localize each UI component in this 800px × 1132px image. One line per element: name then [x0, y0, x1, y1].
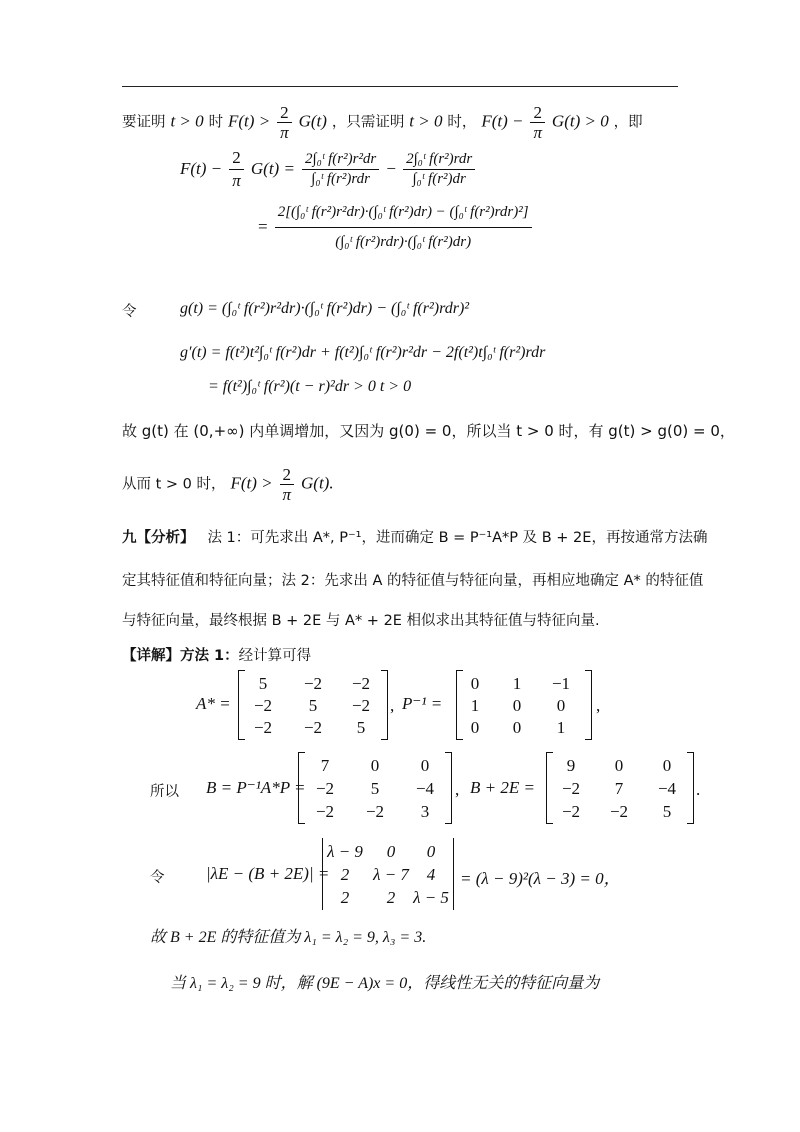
matrix-cell: 4	[426, 865, 436, 884]
matrix-cell: λ − 5	[413, 888, 449, 907]
matrix-cell: 5	[370, 779, 380, 798]
matrix-sep: ,	[390, 696, 395, 715]
detail-line: 【详解】方法 1：经计算可得	[122, 648, 312, 664]
matrix-cell: −2	[253, 718, 273, 737]
matrix-cell: −4	[415, 779, 435, 798]
fraction: $\frac{2}{\pi}$	[229, 148, 244, 191]
matrix-cell: 1	[512, 674, 522, 693]
analysis-line-2: 定其特征值和特征向量；法 2：先求出 A 的特征值与特征向量，再相应地确定 A* 的特征值	[122, 573, 704, 589]
g-definition: g(t) = (∫₀ᵗ f(r²)r²dr)·(∫₀ᵗ f(r²)dr) − (∫₀ᵗ f(r²)rdr)²	[180, 300, 470, 317]
eigenvector-line: 当 λ₁ = λ₂ = 9 时，解 (9E − A)x = 0，得线性无关的特征向量为	[170, 975, 600, 992]
matrix-cell: −2	[609, 802, 629, 821]
matrix-cell: 0	[662, 756, 672, 775]
matrix-cell: 2	[340, 888, 350, 907]
matrix-b-label: B = P⁻¹A*P =	[206, 778, 306, 797]
matrix-cell: 1	[470, 696, 480, 715]
matrix-cell: 5	[662, 802, 672, 821]
ling-label: 令	[122, 304, 137, 320]
matrix-cell: 3	[420, 802, 430, 821]
math: G(t) > 0	[551, 111, 609, 131]
matrix-a-star-label: A* =	[196, 694, 231, 713]
matrix-cell: −4	[657, 779, 677, 798]
fraction-term-1: $\frac{\text{2∫₀ᵗ f(r²)r²dr}}{\text{∫₀ᵗ f(r²)rdr}}$	[302, 151, 379, 188]
math: G(t)	[298, 111, 327, 131]
determinant-result: = (λ − 9)²(λ − 3) = 0，	[460, 869, 621, 888]
matrix-cell: −2	[351, 696, 371, 715]
matrix-cell: −2	[351, 674, 371, 693]
monotonic-text: 故 g(t) 在 (0,+∞) 内单调增加，又因为 g(0) = 0，所以当 t > 0 时，有 g(t) > g(0) = 0，	[122, 422, 735, 440]
matrix-cell: λ − 9	[327, 842, 363, 861]
analysis-line-3: 与特征向量，最终根据 B + 2E 与 A* + 2E 相似求出其特征值与特征向量.	[122, 613, 600, 629]
suoyi-label: 所以	[150, 784, 179, 800]
matrix-cell: −2	[561, 802, 581, 821]
matrix-b-2e-label: B + 2E =	[470, 778, 535, 797]
matrix-cell: −2	[315, 802, 335, 821]
text: 时，	[447, 114, 477, 131]
math: F(t) −	[180, 159, 223, 178]
matrix-a-star	[238, 670, 388, 740]
matrix-sep: ,	[455, 780, 460, 799]
math: =	[258, 217, 268, 236]
equation-combined	[258, 204, 534, 251]
matrix-cell: 5	[258, 674, 268, 693]
matrix-cell: 0	[426, 842, 436, 861]
math: F(t) −	[481, 111, 524, 131]
eigenvalues-line: 故 B + 2E 的特征值为 λ₁ = λ₂ = 9, λ₃ = 3.	[150, 929, 427, 946]
g-derivative: g′(t) = f(t²)t²∫₀ᵗ f(r²)dr + f(t²)∫₀ᵗ f(r²)r²dr − 2f(t²)t∫₀ᵗ f(r²)rdr	[180, 344, 546, 361]
matrix-cell: 0	[512, 696, 522, 715]
matrix-b-2e	[546, 752, 694, 824]
matrix-cell: 1	[556, 718, 566, 737]
math: t > 0	[409, 111, 443, 131]
conclusion-line: 从而 t > 0 时， F(t) > $\frac{2}{\pi}$ G(t).	[122, 465, 334, 504]
matrix-cell: 5	[356, 718, 366, 737]
matrix-b	[298, 752, 452, 824]
matrix-cell: −2	[365, 802, 385, 821]
matrix-cell: −2	[303, 718, 323, 737]
matrix-cell: λ − 7	[373, 865, 409, 884]
matrix-cell: 0	[614, 756, 624, 775]
matrix-cell: 0	[512, 718, 522, 737]
matrix-cell: 0	[386, 842, 396, 861]
text: ，只需证明	[331, 114, 405, 131]
matrix-cell: −2	[253, 696, 273, 715]
matrix-end: .	[696, 780, 701, 799]
fraction: $\frac{2}{\pi}$	[280, 466, 295, 503]
determinant-matrix	[322, 838, 454, 910]
header-rule	[122, 86, 678, 87]
matrix-end: ,	[596, 696, 601, 715]
fraction-term-2: $\frac{\text{2∫₀ᵗ f(r²)rdr}}{\text{∫₀ᵗ f(r²)dr}}$	[403, 151, 475, 188]
text: ，即	[613, 114, 643, 131]
matrix-cell: 0	[556, 696, 566, 715]
matrix-cell: 0	[470, 674, 480, 693]
math: −	[386, 159, 396, 178]
fraction-combined: $\frac{\text{2[(∫₀ᵗ f(r²)r²dr)·(∫₀ᵗ f(r²)dr) − (∫₀ᵗ f(r²)rdr)²]}}{\text{(∫₀ᵗ f(r²)rdr)·(∫₀ᵗ f(r²)dr)}}$	[275, 204, 532, 251]
math: t > 0	[170, 111, 204, 131]
matrix-cell: 2	[340, 865, 350, 884]
matrix-cell: 0	[470, 718, 480, 737]
matrix-cell: 0	[370, 756, 380, 775]
matrix-p-inverse-label: P⁻¹ =	[402, 694, 443, 713]
matrix-cell: 2	[386, 888, 396, 907]
text: 要证明	[122, 114, 166, 131]
math: G(t) =	[250, 159, 295, 178]
matrix-cell: 5	[308, 696, 318, 715]
matrix-cell: 7	[320, 756, 330, 775]
matrix-cell: −1	[551, 674, 571, 693]
g-derivative-result: = f(t²)∫₀ᵗ f(r²)(t − r)²dr > 0 t > 0	[208, 378, 412, 395]
math: F(t) >	[228, 111, 271, 131]
matrix-cell: 7	[614, 779, 624, 798]
matrix-cell: 9	[566, 756, 576, 775]
text: 时	[208, 114, 224, 131]
fraction: $\frac{2}{\pi}$	[277, 104, 292, 141]
determinant-label: |λE − (B + 2E)| =	[206, 864, 330, 883]
matrix-cell: −2	[315, 779, 335, 798]
fraction: $\frac{2}{\pi}$	[530, 104, 545, 141]
ling-label: 令	[150, 870, 165, 886]
equation-f-minus-g	[180, 148, 477, 191]
matrix-cell: −2	[303, 674, 323, 693]
section-9-analysis: 九【分析】 法 1：可先求出 A*, P⁻¹，进而确定 B = P⁻¹A*P 及 B + 2E，再按通常方法确	[122, 530, 708, 546]
matrix-cell: −2	[561, 779, 581, 798]
matrix-cell: 0	[420, 756, 430, 775]
intro-line	[122, 104, 643, 141]
matrix-p-inverse	[456, 670, 592, 740]
